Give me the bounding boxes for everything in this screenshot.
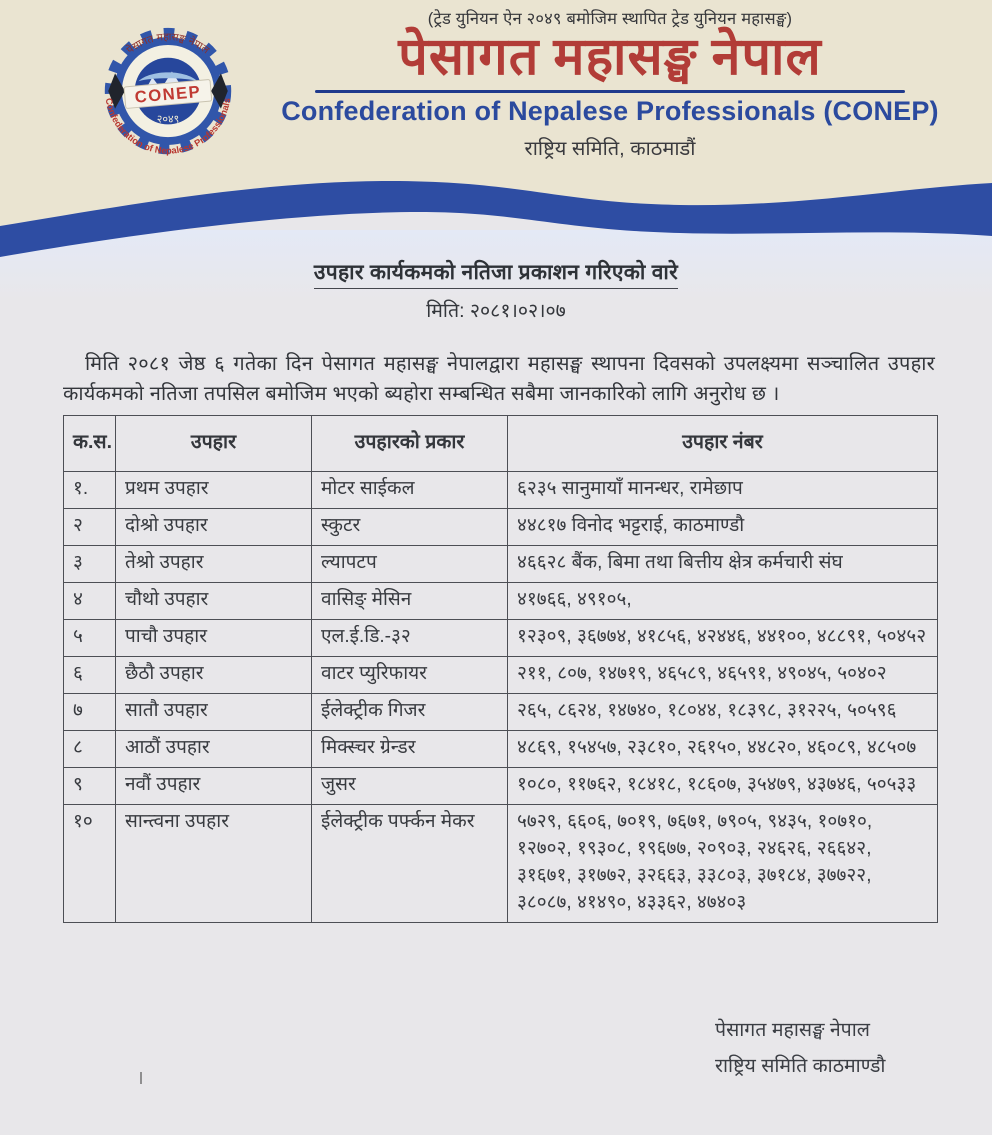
table-row [64, 767, 938, 804]
organization-title-nepali: पेसागत महासङ्घ नेपाल [398, 29, 822, 86]
prize-type-cell: मिक्स्चर ग्रेन्डर [312, 730, 508, 767]
organization-title-english: Confederation of Nepalese Professionals (CONEP) [281, 95, 939, 126]
prize-cell: पाचौ उपहार [116, 619, 312, 656]
table-row [64, 656, 938, 693]
signature-line1: पेसागत महासङ्घ नेपाल [715, 1019, 870, 1041]
table-row [64, 693, 938, 730]
serial-cell: ४ [64, 582, 116, 619]
prize-type-cell: एल.ई.डि.-३२ [312, 619, 508, 656]
serial-cell: १. [64, 472, 116, 509]
prize-cell: दोश्रो उपहार [116, 508, 312, 545]
results-table-head-row [64, 416, 938, 472]
winning-numbers-cell: ४१७६६, ४९१०५, [508, 582, 938, 619]
logo-arc-bottom-text: Confederation of Nepalese Professionals [103, 97, 233, 156]
results-table [63, 415, 938, 923]
results-table-body [64, 472, 938, 923]
prize-cell: सातौ उपहार [116, 693, 312, 730]
table-row [64, 508, 938, 545]
logo-acronym: CONEP [133, 81, 202, 107]
table-row [64, 582, 938, 619]
prize-type-cell: स्कुटर [312, 508, 508, 545]
signature-line2: राष्ट्रिय समिति काठमाण्डौ [715, 1055, 886, 1078]
table-row [64, 472, 938, 509]
winning-numbers-cell: २६५, ८६२४, १४७४०, १८०४४, १८३९८, ३१२२५, ५०५९६ [508, 693, 938, 730]
column-header: क.स. [64, 416, 116, 472]
serial-cell: ५ [64, 619, 116, 656]
notice-body: मिति २०८१ जेष्ठ ६ गतेका दिन पेसागत महासङ्घ नेपालद्वारा महासङ्घ स्थापना दिवसको उपलक्ष्यमा सञ्चालित उपहार कार्यकमको नतिजा तपसिल बमोजिम भएको ब्यहोरा सम्बन्धित सबैमा जानकारिको लागि अनुरोध छ । [63, 353, 935, 405]
winning-numbers-cell: ५७२९, ६६०६, ७०१९, ७६७१, ७९०५, ९४३५, १०७१०, १२७०२, १९३०८, १९६७७, २०९०३, २४६२६, २६६४२, ३१६७१, ३१७७२, ३२६६३, ३३८०३, ३७१८४, ३७७२२, ३८०८७, ४१४९०, ४३३६२, ४७४०३ [508, 804, 938, 922]
title-underline-rule [315, 90, 905, 93]
serial-cell: ६ [64, 656, 116, 693]
winning-numbers-cell: १२३०९, ३६७७४, ४१८५६, ४२४४६, ४४१००, ४८८९१, ५०४५२ [508, 619, 938, 656]
prize-type-cell: जुसर [312, 767, 508, 804]
winning-numbers-cell: ४४८१७ विनोद भट्टराई, काठमाण्डौ [508, 508, 938, 545]
prize-cell: आठौं उपहार [116, 730, 312, 767]
notice-section [0, 258, 992, 409]
serial-cell: ८ [64, 730, 116, 767]
table-row [64, 619, 938, 656]
prize-type-cell: वासिङ् मेसिन [312, 582, 508, 619]
table-row [64, 730, 938, 767]
logo-arc-top-text: पेसागत महासङ्घ नेपाल [124, 31, 212, 57]
prize-cell: चौथो उपहार [116, 582, 312, 619]
table-row [64, 545, 938, 582]
serial-cell: ७ [64, 693, 116, 730]
prize-type-cell: वाटर प्युरिफायर [312, 656, 508, 693]
winning-numbers-cell: ६२३५ सानुमायाँ मानन्धर, रामेछाप [508, 472, 938, 509]
prize-cell: छैठौ उपहार [116, 656, 312, 693]
prize-cell: तेश्रो उपहार [116, 545, 312, 582]
winning-numbers-cell: ४६६२८ बैंक, बिमा तथा बित्तीय क्षेत्र कर्मचारी संघ [508, 545, 938, 582]
column-header: उपहारको प्रकार [312, 416, 508, 472]
serial-cell: ९ [64, 767, 116, 804]
prize-type-cell: मोटर साईकल [312, 472, 508, 509]
prize-cell: नवौं उपहार [116, 767, 312, 804]
stray-pen-mark [140, 1072, 142, 1084]
column-header: उपहार [116, 416, 312, 472]
letterhead-subtitle: राष्ट्रिय समिति, काठमाडौं [524, 137, 696, 160]
letterhead-tagline: (ट्रेड युनियन ऐन २०४९ बमोजिम स्थापित ट्रेड युनियन महासङ्घ) [427, 10, 793, 28]
letterhead [0, 0, 992, 185]
notice-date: मिति: २०८१।०२।०७ [426, 300, 566, 322]
prize-cell: प्रथम उपहार [116, 472, 312, 509]
serial-cell: २ [64, 508, 116, 545]
prize-cell: सान्त्वना उपहार [116, 804, 312, 922]
column-header: उपहार नंबर [508, 416, 938, 472]
prize-type-cell: ल्यापटप [312, 545, 508, 582]
prize-type-cell: ईलेक्ट्रीक पर्फ्कन मेकर [312, 804, 508, 922]
winning-numbers-cell: १०८०, ११७६२, १८४१८, १८६०७, ३५४७९, ४३७४६, ५०५३३ [508, 767, 938, 804]
logo-year: २०४९ [156, 112, 180, 126]
notice-subject: उपहार कार्यकमको नतिजा प्रकाशन गरिएको वारे [314, 258, 678, 289]
winning-numbers-cell: २११, ८०७, १४७१९, ४६५८९, ४६५९१, ४९०४५, ५०४०२ [508, 656, 938, 693]
serial-cell: ३ [64, 545, 116, 582]
serial-cell: १० [64, 804, 116, 922]
signature-block [715, 1012, 945, 1084]
winning-numbers-cell: ४८६९, १५४५७, २३८१०, २६१५०, ४४८२०, ४६०८९, ४८५०७ [508, 730, 938, 767]
table-row [64, 804, 938, 922]
prize-type-cell: ईलेक्ट्रीक गिजर [312, 693, 508, 730]
